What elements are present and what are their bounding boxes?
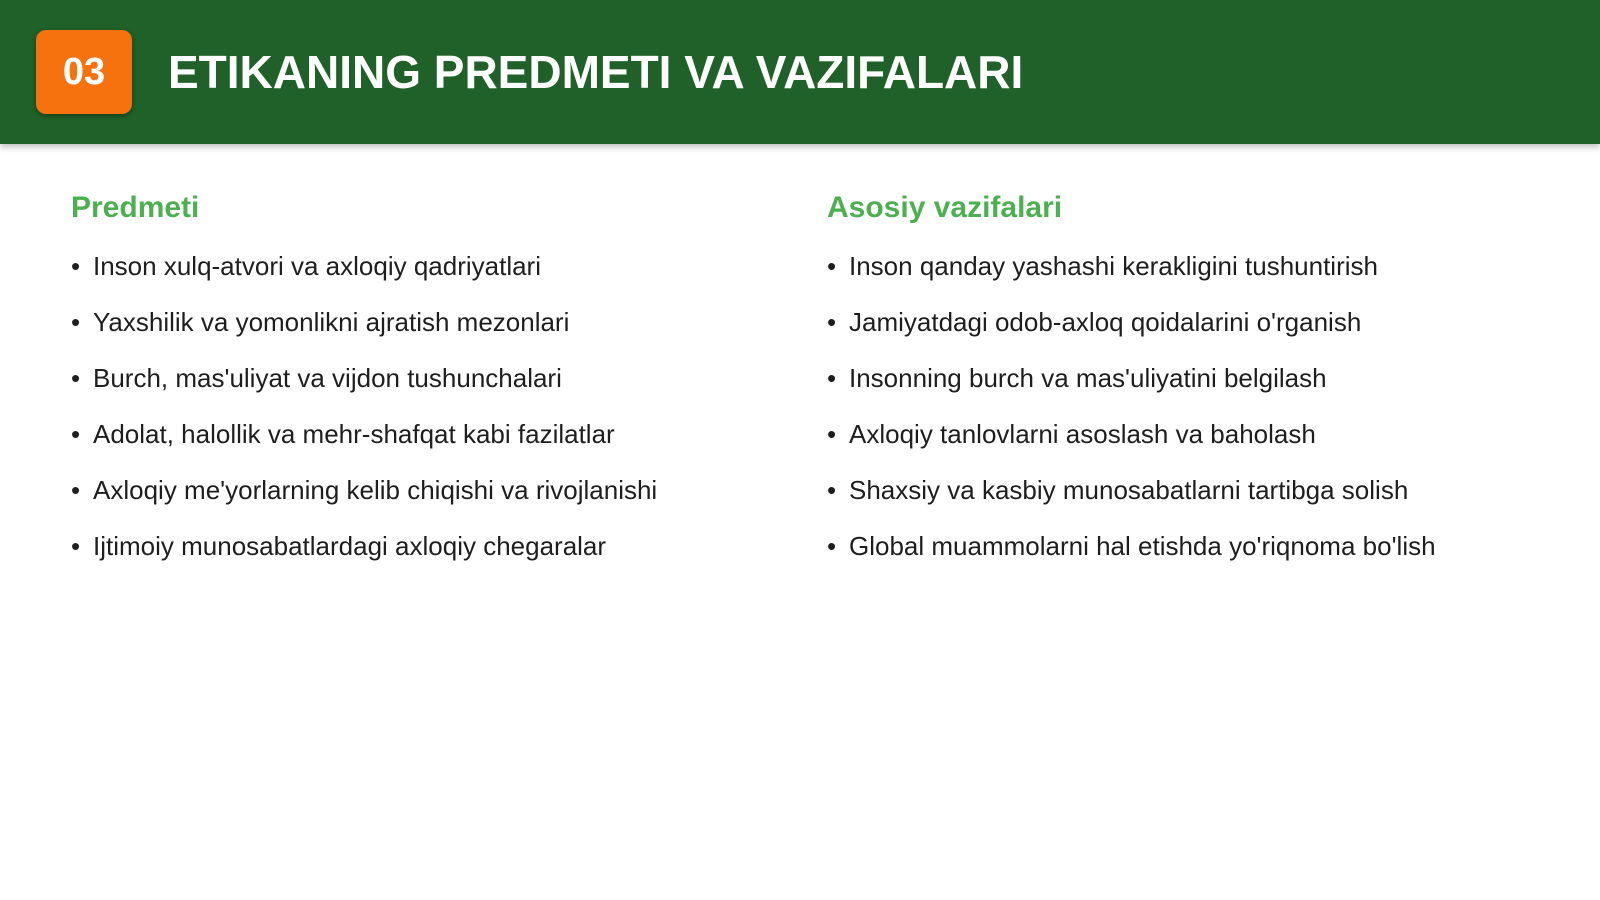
bullet-icon: •	[71, 307, 81, 337]
list-item-text: Ijtimoiy munosabatlardagi axloqiy chegaralar	[93, 531, 607, 561]
list-item-text: Yaxshilik va yomonlikni ajratish mezonlari	[93, 307, 570, 337]
bullet-icon: •	[827, 363, 837, 393]
bullet-icon: •	[827, 419, 837, 449]
bullet-icon: •	[71, 363, 81, 393]
list-item-text: Shaxsiy va kasbiy munosabatlarni tartibga solish	[849, 475, 1409, 505]
list-item-text: Insonning burch va mas'uliyatini belgilash	[849, 363, 1327, 393]
list-item-text: Global muammolarni hal etishda yo'riqnoma bo'lish	[849, 531, 1436, 561]
list-item	[827, 248, 1567, 304]
list-item	[827, 472, 1567, 528]
predmeti-heading: Predmeti	[71, 191, 200, 224]
list-item	[827, 360, 1567, 416]
list-item	[71, 472, 771, 528]
list-item-text: Burch, mas'uliyat va vijdon tushunchalari	[93, 363, 562, 393]
slide-title: ETIKANING PREDMETI VA VAZIFALARI	[168, 46, 1024, 98]
list-item-text: Axloqiy tanlovlarni asoslash va baholash	[849, 419, 1316, 449]
vazifalari-column	[827, 186, 1567, 584]
list-item-text: Inson qanday yashashi kerakligini tushuntirish	[849, 251, 1378, 281]
list-item	[827, 416, 1567, 472]
bullet-icon: •	[71, 251, 81, 281]
section-number-badge: 03	[36, 30, 132, 114]
list-item-text: Jamiyatdagi odob-axloq qoidalarini o'rganish	[849, 307, 1362, 337]
list-item	[71, 416, 771, 472]
slide-header	[0, 0, 1600, 144]
predmeti-list	[71, 248, 771, 584]
bullet-icon: •	[71, 475, 81, 505]
list-item	[71, 360, 771, 416]
bullet-icon: •	[827, 475, 837, 505]
bullet-icon: •	[827, 531, 837, 561]
vazifalari-list	[827, 248, 1567, 584]
predmeti-column	[71, 186, 771, 584]
list-item-text: Adolat, halollik va mehr-shafqat kabi fazilatlar	[93, 419, 615, 449]
list-item	[71, 304, 771, 360]
list-item	[827, 528, 1567, 584]
vazifalari-heading: Asosiy vazifalari	[827, 191, 1063, 224]
bullet-icon: •	[827, 307, 837, 337]
bullet-icon: •	[71, 531, 81, 561]
list-item-text: Inson xulq-atvori va axloqiy qadriyatlari	[93, 251, 541, 281]
list-item-text: Axloqiy me'yorlarning kelib chiqishi va rivojlanishi	[93, 475, 658, 505]
list-item	[71, 248, 771, 304]
list-item	[827, 304, 1567, 360]
bullet-icon: •	[827, 251, 837, 281]
list-item	[71, 528, 771, 584]
bullet-icon: •	[71, 419, 81, 449]
